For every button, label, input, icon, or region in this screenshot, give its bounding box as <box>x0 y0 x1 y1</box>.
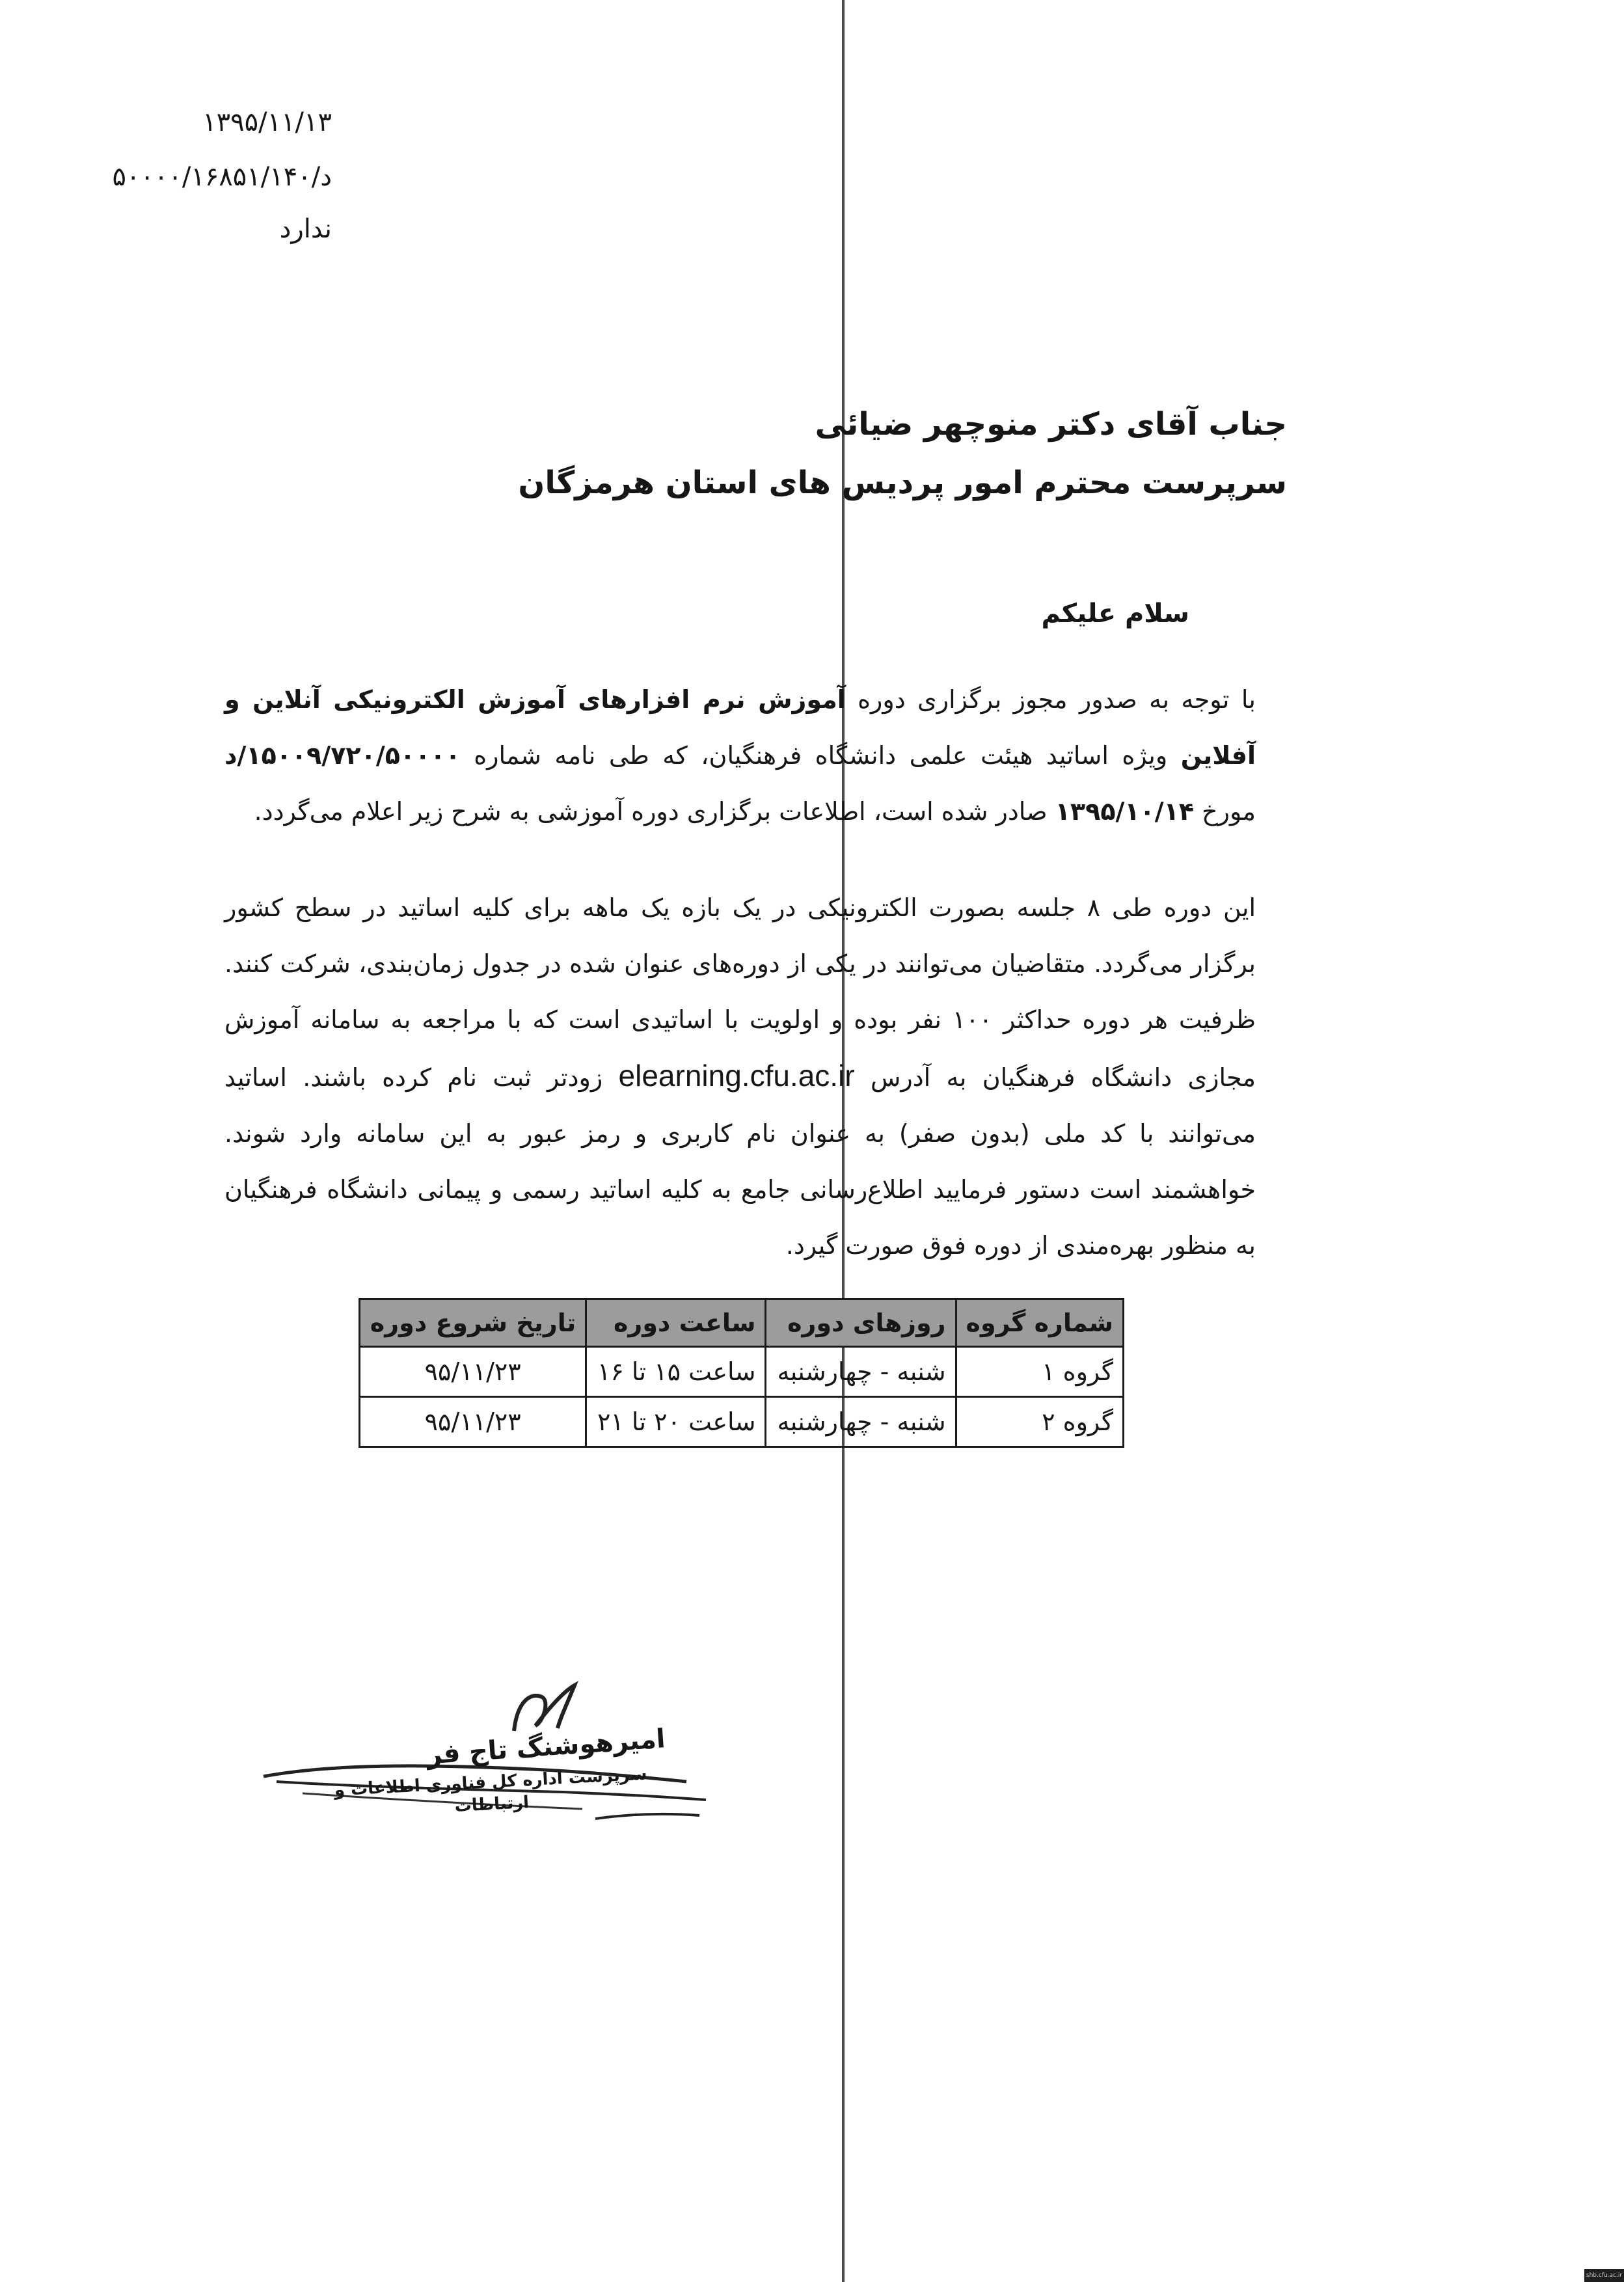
schedule-table-container <box>359 1298 1124 1448</box>
row-days: شنبه - چهارشنبه <box>766 1397 956 1447</box>
letter-attachment: ندارد <box>279 214 332 244</box>
row-start-date: ۹۵/۱۱/۲۳ <box>360 1347 586 1397</box>
recipient-title: سرپرست محترم امور پردیس های استان هرمزگان <box>518 465 1287 501</box>
header-days: روزهای دوره <box>766 1299 956 1347</box>
header-group: شماره گروه <box>956 1299 1123 1347</box>
paragraph2-text-b: زودتر ثبت نام کرده باشند. اساتید می‌توانند با کد ملی (بدون صفر) به عنوان نام کاربری و رمز عبور به این سامانه وارد شوند. خواهشمند است دستور فرمایید اطلاع‌رسانی جامع به کلیه اساتید رسمی و پیمانی دانشگاه فرهنگیان به منظور بهره‌مندی از دوره فوق صورت گیرد. <box>224 1063 1256 1260</box>
reference-number: ۱۵۰۰۹/۷۲۰/۵۰۰۰۰/د <box>224 741 461 770</box>
row-days: شنبه - چهارشنبه <box>766 1347 956 1397</box>
signer-title: سرپرست اداره کل فناوری اطلاعات و ارتباطات <box>334 1764 648 1816</box>
elearning-url: elearning.cfu.ac.ir <box>618 1059 855 1093</box>
site-tag: shb.cfu.ac.ir <box>1584 2269 1624 2282</box>
table-row <box>360 1347 1124 1397</box>
signer-name: امیرهوشنگ تاج فر <box>426 1724 666 1771</box>
reference-date: ۱۳۹۵/۱۰/۱۴ <box>1055 797 1195 826</box>
header-time: ساعت دوره <box>586 1299 766 1347</box>
row-time: ساعت ۱۵ تا ۱۶ <box>586 1347 766 1397</box>
row-start-date: ۹۵/۱۱/۲۳ <box>360 1397 586 1447</box>
letter-date: ۱۳۹۵/۱۱/۱۳ <box>202 107 332 137</box>
paragraph1-text-a: با توجه به صدور مجوز برگزاری دوره <box>845 685 1256 714</box>
schedule-header-row <box>360 1299 1124 1347</box>
paragraph-course-announcement <box>224 672 1256 839</box>
paragraph-course-details <box>224 880 1256 1273</box>
paragraph1-text-c: مورخ <box>1194 797 1256 826</box>
course-title: آموزش نرم افزارهای آموزش الکترونیکی آنلاین و آفلاین <box>224 685 1256 770</box>
letter-number: ۵۰۰۰۰/۱۶۸۵۱/۱۴۰/د <box>112 162 332 192</box>
row-group: گروه ۱ <box>956 1347 1123 1397</box>
signature-block <box>257 1666 712 1861</box>
salutation: سلام علیکم <box>1041 599 1189 629</box>
header-start-date: تاریخ شروع دوره <box>360 1299 586 1347</box>
recipient-name: جناب آقای دکتر منوچهر ضیائی <box>815 406 1287 442</box>
paragraph2-text-a: این دوره طی ۸ جلسه بصورت الکترونیکی در یک بازه یک ماهه برای کلیه اساتید در سطح کشور برگزار می‌گردد. متقاضیان می‌توانند در یکی از دوره‌های عنوان شده در جدول زمان‌بندی، شرکت کنند. ظرفیت هر دوره حداکثر ۱۰۰ نفر بوده و اولویت با اساتیدی است که با مراجعه به سامانه آموزش مجازی دانشگاه فرهنگیان به آدرس <box>224 893 1256 1092</box>
table-row <box>360 1397 1124 1447</box>
paragraph1-text-b: ویژه اساتید هیئت علمی دانشگاه فرهنگیان، که طی نامه شماره <box>460 741 1181 770</box>
row-group: گروه ۲ <box>956 1397 1123 1447</box>
schedule-table <box>359 1298 1124 1448</box>
paragraph1-text-d: صادر شده است، اطلاعات برگزاری دوره آموزشی به شرح زیر اعلام می‌گردد. <box>254 797 1055 826</box>
row-time: ساعت ۲۰ تا ۲۱ <box>586 1397 766 1447</box>
